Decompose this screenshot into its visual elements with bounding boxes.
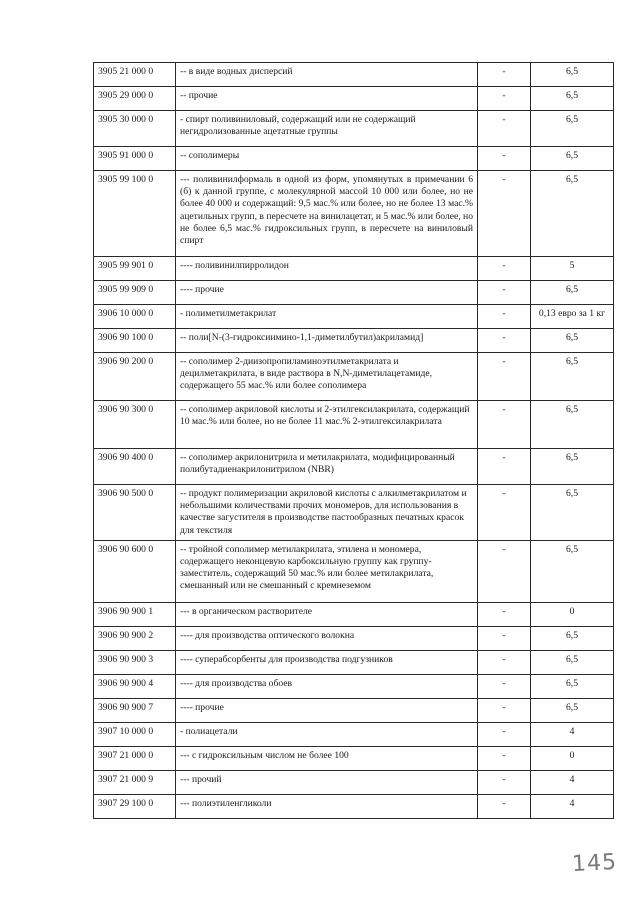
table-row (94, 770, 614, 794)
description-cell: --- с гидроксильным числом не более 100 (176, 746, 478, 770)
hs-code-cell: 3906 90 900 2 (94, 626, 176, 650)
description-cell: ---- поливинилпирролидон (176, 257, 478, 281)
table-row (94, 722, 614, 746)
table-row (94, 87, 614, 111)
duty-rate-cell: 6,5 (531, 674, 614, 698)
hs-code-cell: 3906 90 100 0 (94, 329, 176, 353)
unit-cell: - (478, 305, 531, 329)
hs-code-cell: 3907 21 000 0 (94, 746, 176, 770)
description-cell: - полиметилметакрилат (176, 305, 478, 329)
duty-rate-cell: 0 (531, 746, 614, 770)
unit-cell: - (478, 770, 531, 794)
unit-cell: - (478, 626, 531, 650)
table-row (94, 257, 614, 281)
tariff-table-body (94, 63, 614, 819)
hs-code-cell: 3907 10 000 0 (94, 722, 176, 746)
duty-rate-cell: 4 (531, 770, 614, 794)
duty-rate-cell: 6,5 (531, 698, 614, 722)
hs-code-cell: 3906 90 600 0 (94, 540, 176, 602)
table-row (94, 401, 614, 449)
duty-rate-cell: 6,5 (531, 626, 614, 650)
table-row (94, 63, 614, 87)
duty-rate-cell: 6,5 (531, 540, 614, 602)
hs-code-cell: 3907 21 000 9 (94, 770, 176, 794)
hs-code-cell: 3906 90 500 0 (94, 485, 176, 541)
duty-rate-cell: 6,5 (531, 329, 614, 353)
table-row (94, 540, 614, 602)
unit-cell: - (478, 722, 531, 746)
description-cell: ---- суперабсорбенты для производства подгузников (176, 650, 478, 674)
table-row (94, 305, 614, 329)
unit-cell: - (478, 281, 531, 305)
hs-code-cell: 3905 99 909 0 (94, 281, 176, 305)
hs-code-cell: 3906 90 900 1 (94, 602, 176, 626)
table-row (94, 794, 614, 818)
unit-cell: - (478, 63, 531, 87)
description-cell: --- полиэтиленгликоли (176, 794, 478, 818)
unit-cell: - (478, 674, 531, 698)
duty-rate-cell: 6,5 (531, 353, 614, 401)
unit-cell: - (478, 698, 531, 722)
description-cell: ---- прочие (176, 281, 478, 305)
hs-code-cell: 3906 90 300 0 (94, 401, 176, 449)
description-cell: ---- для производства обоев (176, 674, 478, 698)
duty-rate-cell: 0 (531, 602, 614, 626)
unit-cell: - (478, 449, 531, 485)
hs-code-cell: 3905 21 000 0 (94, 63, 176, 87)
unit-cell: - (478, 171, 531, 257)
description-cell: -- прочие (176, 87, 478, 111)
unit-cell: - (478, 111, 531, 147)
table-row (94, 746, 614, 770)
duty-rate-cell: 6,5 (531, 111, 614, 147)
duty-rate-cell: 4 (531, 794, 614, 818)
description-cell: --- прочий (176, 770, 478, 794)
description-cell: -- сополимер акрилонитрила и метилакрилата, модифицированный полибутадиенакрилонитрилом (NBR) (176, 449, 478, 485)
unit-cell: - (478, 650, 531, 674)
table-row (94, 674, 614, 698)
table-row (94, 602, 614, 626)
description-cell: --- в органическом растворителе (176, 602, 478, 626)
hs-code-cell: 3907 29 100 0 (94, 794, 176, 818)
table-row (94, 281, 614, 305)
page-number: 145 (571, 849, 618, 878)
duty-rate-cell: 6,5 (531, 485, 614, 541)
description-cell: -- сополимер акриловой кислоты и 2-этилгексилакрилата, содержащий 10 мас.% или более, но не более 11 мас.% 2-этилгексилакрилата (176, 401, 478, 449)
tariff-table (93, 62, 614, 819)
duty-rate-cell: 6,5 (531, 147, 614, 171)
table-row (94, 698, 614, 722)
unit-cell: - (478, 353, 531, 401)
description-cell: -- тройной сополимер метилакрилата, этилена и мономера, содержащего неконцевую карбоксильную группу как группу-заместитель, содержащий 50 мас.% или более метилакрилата, смешанный или не смешанный с кремнеземом (176, 540, 478, 602)
hs-code-cell: 3905 99 901 0 (94, 257, 176, 281)
duty-rate-cell: 4 (531, 722, 614, 746)
unit-cell: - (478, 746, 531, 770)
hs-code-cell: 3906 90 900 4 (94, 674, 176, 698)
description-cell: -- сополимеры (176, 147, 478, 171)
unit-cell: - (478, 329, 531, 353)
table-row (94, 171, 614, 257)
unit-cell: - (478, 257, 531, 281)
table-row (94, 650, 614, 674)
description-cell: --- поливинилформаль в одной из форм, упомянутых в примечании 6 (б) к данной группе, с молекулярной массой 10 000 или более, но не более 40 000 и содержащий: 9,5 мас.% или более, но не более 13 мас.% ацетильных групп, в пересчете на винилацетат, и 5 мас.% или более, но не более 6,5 мас.% гидроксильных групп, в пересчете на виниловый спирт (176, 171, 478, 257)
hs-code-cell: 3905 99 100 0 (94, 171, 176, 257)
unit-cell: - (478, 401, 531, 449)
unit-cell: - (478, 485, 531, 541)
description-cell: -- в виде водных дисперсий (176, 63, 478, 87)
table-row (94, 449, 614, 485)
unit-cell: - (478, 794, 531, 818)
table-row (94, 329, 614, 353)
description-cell: -- продукт полимеризации акриловой кислоты с алкилметакрилатом и небольшими количествами прочих мономеров, для использования в качестве загустителя в производстве пастообразных печатных красок для текстиля (176, 485, 478, 541)
hs-code-cell: 3905 29 000 0 (94, 87, 176, 111)
duty-rate-cell: 0,13 евро за 1 кг (531, 305, 614, 329)
hs-code-cell: 3906 90 900 7 (94, 698, 176, 722)
description-cell: - полиацетали (176, 722, 478, 746)
duty-rate-cell: 6,5 (531, 63, 614, 87)
hs-code-cell: 3906 10 000 0 (94, 305, 176, 329)
duty-rate-cell: 5 (531, 257, 614, 281)
duty-rate-cell: 6,5 (531, 401, 614, 449)
description-cell: - спирт поливиниловый, содержащий или не содержащий негидролизованные ацетатные группы (176, 111, 478, 147)
table-row (94, 353, 614, 401)
table-row (94, 147, 614, 171)
hs-code-cell: 3906 90 400 0 (94, 449, 176, 485)
unit-cell: - (478, 602, 531, 626)
unit-cell: - (478, 540, 531, 602)
duty-rate-cell: 6,5 (531, 87, 614, 111)
hs-code-cell: 3906 90 200 0 (94, 353, 176, 401)
table-row (94, 485, 614, 541)
duty-rate-cell: 6,5 (531, 281, 614, 305)
description-cell: -- сополимер 2-диизопропиламиноэтилметакрилата и децилметакрилата, в виде раствора в N,N-диметилацетамиде, содержащего 55 мас.% или более сополимера (176, 353, 478, 401)
duty-rate-cell: 6,5 (531, 449, 614, 485)
duty-rate-cell: 6,5 (531, 650, 614, 674)
duty-rate-cell: 6,5 (531, 171, 614, 257)
unit-cell: - (478, 147, 531, 171)
unit-cell: - (478, 87, 531, 111)
description-cell: ---- прочие (176, 698, 478, 722)
hs-code-cell: 3905 30 000 0 (94, 111, 176, 147)
table-row (94, 626, 614, 650)
description-cell: ---- для производства оптического волокна (176, 626, 478, 650)
description-cell: -- поли[N-(3-гидроксиимино-1,1-диметилбутил)акриламид] (176, 329, 478, 353)
table-row (94, 111, 614, 147)
hs-code-cell: 3906 90 900 3 (94, 650, 176, 674)
hs-code-cell: 3905 91 000 0 (94, 147, 176, 171)
